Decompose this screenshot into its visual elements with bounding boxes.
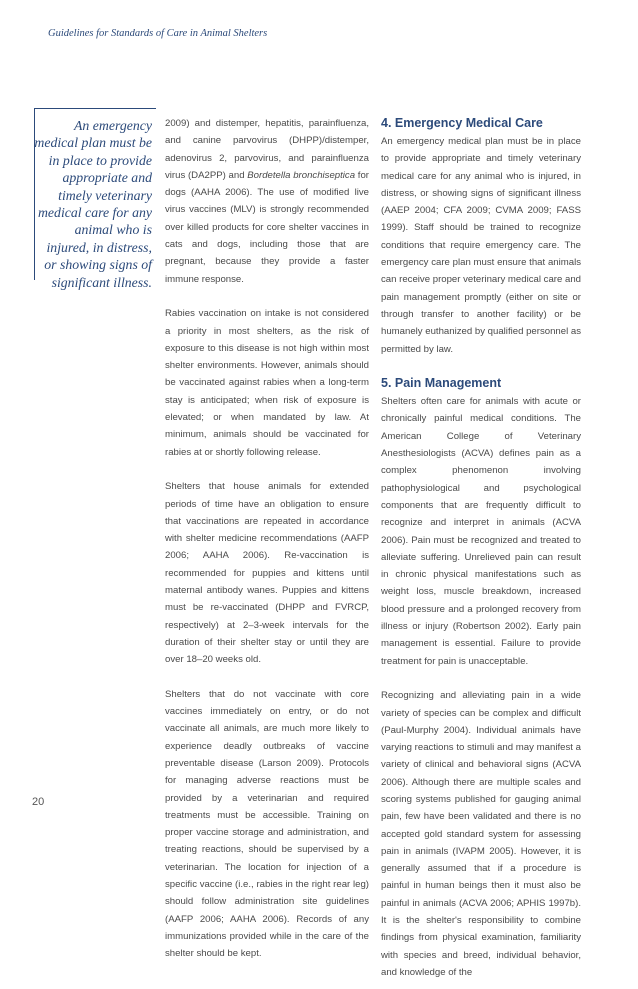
- paragraph-core-vaccines: Shelters that do not vaccinate with core vaccines immediately on entry, or do not vaccinate all animals, are much more likely to experience deadly outbreaks of vaccine preventable disease (Larson 2009). Protocols for managing adverse reactions must be provided by a veterinarian and required treatments must be accessible. Training on proper vaccine storage and administration, and treating reactions, should be supervised by a veterinarian. The location for injection of a specific vaccine (i.e., rabies in the right rear leg) should follow administration site guidelines (AAFP 2006; AAHA 2006). Records of any immunizations provided while in the care of the shelter should be kept.: [165, 688, 369, 960]
- paragraph-pain-definition: Shelters often care for animals with acute or chronically painful medical conditions. The American College of Veterinary Anesthesiologists (ACVA) defines pain as a complex phenomenon involving pathophysiological and psychological components that are frequently difficult to recognize and interpret in animals (ACVA 2006). Pain must be recognized and treated to alleviate suffering. Unrelieved pain can result in chronic physical manifestations such as weight loss, muscle breakdown, increased blood pressure and a prolonged recovery from illness or injury (Robertson 2002). Early pain management is essential. Failure to provide treatment for pain is unacceptable.: [381, 396, 581, 667]
- paragraph-rabies: Rabies vaccination on intake is not considered a priority in most shelters, as the risk of exposure to this disease is not high within most shelter environments. However, animals should be vaccinated against rabies when a long-term stay is anticipated; when risk of exposure is elevated; or when mandated by law. At minimum, animals should be vaccinated for rabies at or shortly following release.: [165, 308, 369, 458]
- heading-emergency-medical-care: 4. Emergency Medical Care: [381, 116, 543, 130]
- right-text-column: [381, 115, 581, 989]
- paragraph-text: 2009) and distemper, hepatitis, parainfluenza, and canine parvovirus (DHPP)/distemper, adenovirus 2, parvovirus, and parainfluenza virus (DA2PP) and: [165, 118, 369, 181]
- paragraph-pain-recognition: Recognizing and alleviating pain in a wide variety of species can be complex and difficult (Paul-Murphy 2004). Individual animals have varying reactions to stimuli and may manifest a variety of clinical and behavioral signs (ACVA 2006). Although there are multiple scales and scoring systems published for gauging animal pain, few have been validated and there is no accepted gold standard system for assessing pain in animals (IVAPM 2005). However, it is generally assumed that if a procedure is painful in human beings then it must also be painful in animals (ACVA 2006; APHIS 1997b). It is the shelter's responsibility to combine findings from physical examination, familiarity with species and breed, individual behavior, and knowledge of the: [381, 690, 581, 978]
- paragraph-emergency-care: An emergency medical plan must be in place to provide appropriate and timely veterinary medical care for any animal who is injured, in distress, or showing signs of significant illness (AAEP 2004; CFA 2009; CVMA 2009; FASS 1999). Staff should be trained to recognize conditions that require emergency care. The emergency care plan must ensure that animals can receive proper veterinary medical care and pain management promptly (either on site or through transfer to another facility) or be humanely euthanized by qualified personnel as permitted by law.: [381, 136, 582, 355]
- paragraph-text: for dogs (AAHA 2006). The use of modified live virus vaccines (MLV) is strongly recommended over killed products for core shelter vaccines in cats and dogs, including those that are pregnant, because they provide a faster immune response.: [165, 169, 369, 285]
- page-number: 20: [32, 796, 45, 808]
- pull-quote-box: [34, 108, 156, 290]
- paragraph-vaccines-dogs: [165, 115, 369, 288]
- paragraph-revaccination: Shelters that house animals for extended periods of time have an obligation to ensure that vaccinations are repeated in accordance with shelter medicine recommendations (AAFP 2006; AAHA 2006). Re-vaccination is recommended for puppies and kittens until maternal antibody wanes. Puppies and kittens must be re-vaccinated (DHPP and FVRCP, respectively) at 2–3-week intervals for the duration of their shelter stay or until they are over 18–20 weeks old.: [165, 481, 369, 666]
- pull-quote-text: An emergency medical plan must be in place to provide appropriate and timely veterinary medical care for any animal who is injured, in distress, or showing signs of significant illness.: [34, 118, 152, 290]
- heading-pain-management: 5. Pain Management: [381, 376, 502, 391]
- left-text-column: [165, 115, 369, 980]
- species-name: Bordetella bronchiseptica: [247, 169, 356, 181]
- running-head: Guidelines for Standards of Care in Animal Shelters: [48, 28, 268, 39]
